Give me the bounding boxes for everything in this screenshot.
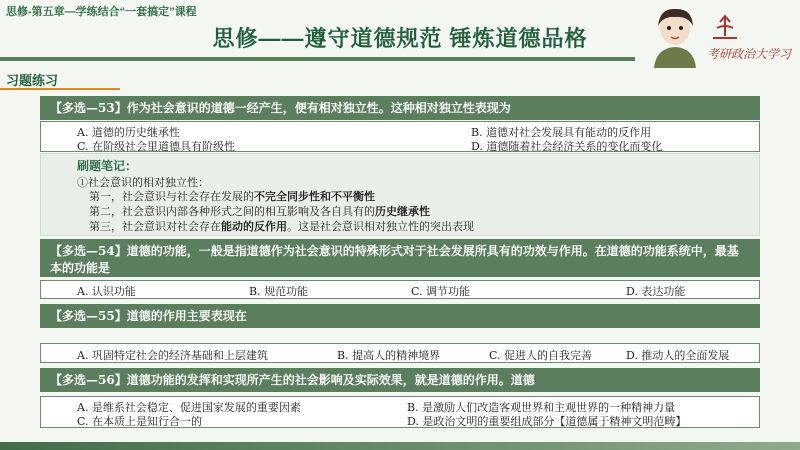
section-label: 习题练习 <box>6 73 59 88</box>
question-55-options <box>40 343 760 363</box>
option-a[interactable]: A. 认识功能 <box>77 285 136 298</box>
option-c[interactable]: C. 在阶级社会里道德具有阶级性 <box>77 140 236 153</box>
option-a[interactable]: A. 是维系社会稳定、促进国家发展的重要因素 <box>77 401 301 414</box>
question-55-stem: 【多选—55】道德的作用主要表现在 <box>40 304 760 328</box>
option-b[interactable]: B. 提高人的精神境界 <box>337 349 441 362</box>
option-b[interactable]: B. 规范功能 <box>249 285 309 298</box>
question-53-options <box>40 121 760 152</box>
notes-title: 刷题笔记： <box>77 159 138 173</box>
option-b[interactable]: B. 道德对社会发展具有能动的反作用 <box>471 126 652 139</box>
option-d[interactable]: D. 推动人的全面发展 <box>626 349 730 362</box>
question-53-stem: 【多选—53】作为社会意识的道德一经产生，便有相对独立性。这种相对独立性表现为 <box>40 96 760 120</box>
notes-line-1: ①社会意识的相对独立性： <box>77 176 209 189</box>
teacher-avatar <box>648 6 702 68</box>
option-c[interactable]: C. 促进人的自我完善 <box>489 349 593 362</box>
option-a[interactable]: A. 道德的历史继承性 <box>77 126 180 139</box>
header-divider <box>0 57 635 61</box>
option-c[interactable]: C. 在本质上是知行合一的 <box>77 415 203 428</box>
option-d[interactable]: D. 是政治文明的重要组成部分【道德属于精神文明范畴】 <box>407 415 687 428</box>
svg-text:考研政治大学习: 考研政治大学习 <box>707 47 792 61</box>
logo-emblem-icon <box>705 14 795 64</box>
option-c[interactable]: C. 调节功能 <box>411 285 471 298</box>
option-d[interactable]: D. 表达功能 <box>626 285 686 298</box>
question-56-options <box>40 396 760 428</box>
question-54-stem: 【多选—54】道德的功能，一般是指道德作为社会意识的特殊形式对于社会发展所具有的功效与作用。在道德的功能系统中，最基本的功能是 <box>40 239 760 277</box>
brand-logo <box>705 14 795 64</box>
notes-line-2: 第一，社会意识与社会存在发展的不完全同步性和不平衡性 <box>89 190 375 203</box>
footer-strip <box>0 442 800 450</box>
notes-line-3: 第二，社会意识内部各种形式之间的相互影响及各自具有的历史继承性 <box>89 205 430 218</box>
course-title: 思修-第五章—学练结合“一套搞定”课程 <box>6 6 197 18</box>
page-title: 思修——遵守道德规范 锤炼道德品格 <box>212 26 588 51</box>
notes-line-4: 第三，社会意识对社会存在能动的反作用。这是社会意识相对独立性的突出表现 <box>89 220 474 233</box>
study-notes <box>40 153 760 236</box>
question-54-options <box>40 280 760 299</box>
option-d[interactable]: D. 道德随着社会经济关系的变化而变化 <box>471 140 663 153</box>
section-underline <box>0 88 120 90</box>
option-a[interactable]: A. 巩固特定社会的经济基础和上层建筑 <box>77 349 268 362</box>
option-b[interactable]: B. 是激励人们改造客观世界和主观世界的一种精神力量 <box>407 401 676 414</box>
question-56-stem: 【多选—56】道德功能的发挥和实现所产生的社会影响及实际效果，就是道德的作用。道德 <box>40 368 760 392</box>
